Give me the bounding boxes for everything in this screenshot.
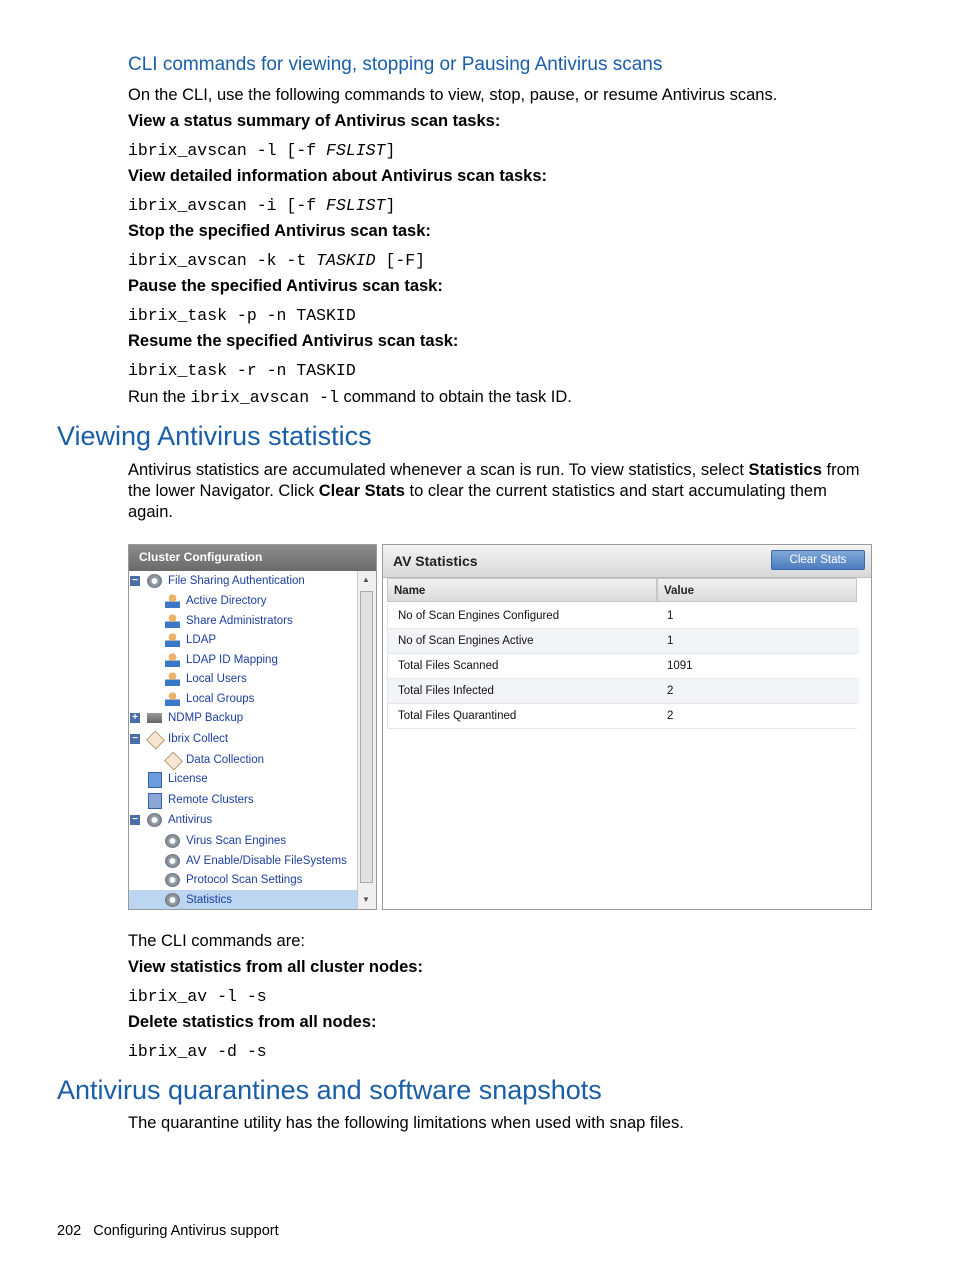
table-cell-value: 2	[657, 704, 857, 729]
intro-paragraph: On the CLI, use the following commands to view, stop, pause, or resume Antivirus scans.	[128, 86, 778, 104]
command-label: View statistics from all cluster nodes:	[128, 958, 423, 976]
chapter-title: Configuring Antivirus support	[93, 1223, 279, 1239]
diamond-icon	[146, 731, 165, 750]
scroll-down-icon[interactable]: ▼	[362, 895, 370, 904]
person-icon	[165, 692, 180, 706]
command-code: ibrix_task -p -n TASKID	[128, 306, 356, 325]
command-label: View a status summary of Antivirus scan tasks:	[128, 112, 501, 130]
section-heading-cli-commands: CLI commands for viewing, stopping or Pausing Antivirus scans	[128, 54, 663, 75]
person-icon	[165, 633, 180, 647]
scroll-up-icon[interactable]: ▲	[362, 575, 370, 584]
panel-header	[383, 545, 871, 578]
command-code: ibrix_av -d -s	[128, 1042, 267, 1061]
navigator-scrollbar[interactable]	[357, 571, 376, 909]
panel-title: AV Statistics	[393, 553, 478, 569]
command-code: ibrix_task -r -n TASKID	[128, 361, 356, 380]
command-label: Pause the specified Antivirus scan task:	[128, 277, 443, 295]
person-icon	[165, 672, 180, 686]
quarantine-paragraph: The quarantine utility has the following limitations when used with snap files.	[128, 1114, 684, 1132]
collapse-icon[interactable]: −	[130, 576, 140, 586]
page-footer	[57, 1223, 279, 1239]
table-row[interactable]	[387, 679, 859, 704]
av-statistics-screenshot	[128, 544, 872, 910]
table-cell-value: 1091	[657, 654, 857, 679]
command-code: ibrix_av -l -s	[128, 987, 267, 1006]
table-cell-name: Total Files Quarantined	[387, 704, 657, 729]
section-heading-quarantines-snapshots: Antivirus quarantines and software snapshots	[57, 1075, 602, 1105]
command-label: View detailed information about Antivirus scan tasks:	[128, 167, 548, 185]
clear-stats-button[interactable]: Clear Stats	[771, 550, 865, 570]
cluster-icon	[148, 793, 162, 809]
gear-icon	[165, 893, 180, 907]
section-heading-viewing-statistics: Viewing Antivirus statistics	[57, 421, 372, 451]
command-label: Stop the specified Antivirus scan task:	[128, 222, 431, 240]
page-number: 202	[57, 1223, 82, 1239]
document-icon	[148, 772, 162, 788]
table-row[interactable]	[387, 604, 859, 629]
table-cell-name: Total Files Scanned	[387, 654, 657, 679]
gear-icon	[165, 854, 180, 868]
command-label: Delete statistics from all nodes:	[128, 1013, 377, 1031]
navigator-title: Cluster Configuration	[129, 545, 376, 571]
table-cell-name: No of Scan Engines Active	[387, 629, 657, 654]
table-cell-name: No of Scan Engines Configured	[387, 604, 657, 629]
navigator-panel: Cluster Configuration − File Sharing Authentication Active Directory Share Administrators LDAP LDAP ID Mapping Local Users Local Groups + NDMP Backup − Ibrix Collect Data Collection License Remote Clusters − Antivirus Virus Scan Engines AV Enable/Disable FileSystems Protocol Scan Settings Statistics ▲ ▼	[128, 544, 377, 910]
collapse-icon[interactable]: −	[130, 734, 140, 744]
column-header-name[interactable]: Name	[387, 578, 657, 602]
person-icon	[165, 614, 180, 628]
av-statistics-panel	[382, 544, 872, 910]
command-code: ibrix_avscan -i [-f FSLIST]	[128, 196, 396, 215]
task-id-note: Run the ibrix_avscan -l command to obtain the task ID.	[128, 388, 572, 407]
command-code: ibrix_avscan -k -t TASKID [-F]	[128, 251, 426, 270]
table-cell-value: 1	[657, 629, 857, 654]
person-icon	[165, 594, 180, 608]
table-row[interactable]	[387, 629, 859, 654]
cli-intro: The CLI commands are:	[128, 932, 305, 950]
server-icon	[147, 713, 162, 723]
collapse-icon[interactable]: −	[130, 815, 140, 825]
statistics-paragraph: Antivirus statistics are accumulated whenever a scan is run. To view statistics, select Statistics from the lower Navigator. Click Clear Stats to clear the current statistics and start accumulating them again.	[128, 461, 860, 521]
table-row[interactable]	[387, 704, 859, 729]
person-icon	[165, 653, 180, 667]
diamond-icon	[164, 752, 183, 771]
command-label: Resume the specified Antivirus scan task:	[128, 332, 459, 350]
table-cell-value: 2	[657, 679, 857, 704]
column-header-value[interactable]: Value	[657, 578, 857, 602]
gear-icon	[147, 574, 162, 588]
gear-icon	[165, 834, 180, 848]
expand-icon[interactable]: +	[130, 713, 140, 723]
gear-icon	[147, 813, 162, 827]
command-code: ibrix_avscan -l [-f FSLIST]	[128, 141, 396, 160]
nav-item-statistics[interactable]: Statistics	[129, 890, 359, 910]
table-cell-name: Total Files Infected	[387, 679, 657, 704]
table-cell-value: 1	[657, 604, 857, 629]
table-row[interactable]	[387, 654, 859, 679]
gear-icon	[165, 873, 180, 887]
scrollbar-thumb[interactable]	[360, 591, 373, 883]
